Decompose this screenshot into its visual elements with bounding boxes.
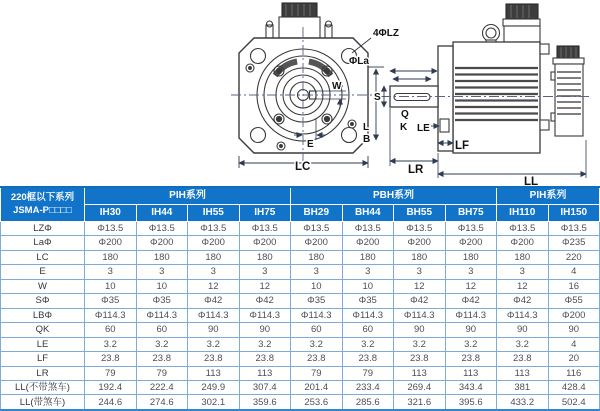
table-cell: 113 <box>497 366 549 380</box>
table-cell: Φ35 <box>291 294 343 308</box>
table-cell: 180 <box>239 250 291 264</box>
table-cell: Φ114.3 <box>239 308 291 322</box>
table-cell: Φ200 <box>291 236 343 250</box>
column-header-ih44: IH44 <box>136 205 188 222</box>
table-cell: 302.1 <box>188 395 240 410</box>
table-cell: Φ13.5 <box>342 222 394 236</box>
table-row <box>1 337 600 351</box>
table-cell: 180 <box>136 250 188 264</box>
table-cell: Φ235 <box>548 236 600 250</box>
table-cell: Φ200 <box>497 236 549 250</box>
label-le: LE <box>417 123 430 134</box>
table-cell: 285.6 <box>342 395 394 410</box>
table-cell: 222.4 <box>136 380 188 394</box>
table-cell: Φ55 <box>548 294 600 308</box>
group-header-pbh: PBH系列 <box>291 187 497 205</box>
encoder-body <box>555 64 583 136</box>
table-cell: 3 <box>445 265 497 279</box>
row-label: E <box>1 265 85 279</box>
column-header-ih110: IH110 <box>497 205 549 222</box>
table-cell: 10 <box>136 279 188 293</box>
table-cell: Φ200 <box>548 308 600 322</box>
table-cell: Φ114.3 <box>291 308 343 322</box>
table-cell: 359.6 <box>239 395 291 410</box>
table-cell: Φ35 <box>342 294 394 308</box>
table-cell: 3 <box>188 265 240 279</box>
table-cell: 10 <box>85 279 137 293</box>
table-cell: 90 <box>445 323 497 337</box>
table-cell: 12 <box>188 279 240 293</box>
table-cell: 307.4 <box>239 380 291 394</box>
table-row <box>1 395 600 410</box>
side-connector-body <box>504 26 540 42</box>
table-cell: Φ42 <box>188 294 240 308</box>
row-label: LC <box>1 250 85 264</box>
label-w: W <box>332 81 342 92</box>
table-cell: 113 <box>239 366 291 380</box>
table-cell: Φ13.5 <box>136 222 188 236</box>
table-cell: Φ35 <box>136 294 188 308</box>
table-cell: 502.4 <box>548 395 600 410</box>
table-cell: 60 <box>291 323 343 337</box>
table-cell: Φ200 <box>445 236 497 250</box>
table-cell: 79 <box>291 366 343 380</box>
column-header-ih55: IH55 <box>188 205 240 222</box>
table-row <box>1 366 600 380</box>
label-l: L <box>363 122 370 133</box>
table-cell: Φ42 <box>394 294 446 308</box>
table-row <box>1 236 600 250</box>
table-row <box>1 265 600 279</box>
table-cell: 113 <box>445 366 497 380</box>
table-cell: 4 <box>548 265 600 279</box>
table-cell: Φ13.5 <box>394 222 446 236</box>
table-cell: 23.8 <box>291 352 343 366</box>
series-title-line1: 220框以下系列 <box>10 192 75 204</box>
table-cell: 23.8 <box>85 352 137 366</box>
label-k: K <box>400 122 408 133</box>
table-cell: 180 <box>342 250 394 264</box>
motor-flange <box>438 46 453 151</box>
table-row <box>1 294 600 308</box>
table-cell: 16 <box>548 279 600 293</box>
table-row <box>1 308 600 322</box>
corner-header <box>1 187 85 222</box>
column-header-bh55: BH55 <box>394 205 446 222</box>
table-cell: 3 <box>239 265 291 279</box>
table-cell: 116 <box>548 366 600 380</box>
table-cell: 233.4 <box>342 380 394 394</box>
table-cell: 90 <box>239 323 291 337</box>
table-cell: 60 <box>85 323 137 337</box>
table-cell: 3 <box>497 265 549 279</box>
table-row <box>1 279 600 293</box>
table-cell: 3.2 <box>136 337 188 351</box>
group-header-pih2: PIH系列 <box>497 187 600 205</box>
table-cell: 79 <box>85 366 137 380</box>
row-label: LZΦ <box>1 222 85 236</box>
table-cell: 12 <box>394 279 446 293</box>
table-cell: 60 <box>342 323 394 337</box>
label-e: E <box>307 139 314 150</box>
table-cell: Φ13.5 <box>445 222 497 236</box>
table-cell: 90 <box>394 323 446 337</box>
column-header-ih150: IH150 <box>548 205 600 222</box>
table-cell: 79 <box>136 366 188 380</box>
table-cell: 3 <box>291 265 343 279</box>
column-header-bh29: BH29 <box>291 205 343 222</box>
table-cell: 3.2 <box>394 337 446 351</box>
eyebolt-icon <box>483 25 500 42</box>
table-cell: 180 <box>445 250 497 264</box>
label-b: B <box>363 134 371 145</box>
table-cell: 23.8 <box>497 352 549 366</box>
table-cell: Φ200 <box>394 236 446 250</box>
table-cell: 90 <box>548 323 600 337</box>
row-label: QK <box>1 323 85 337</box>
label-lr: LR <box>408 164 424 176</box>
table-cell: 3.2 <box>188 337 240 351</box>
table-cell: 3.2 <box>239 337 291 351</box>
table-cell: 10 <box>291 279 343 293</box>
table-cell: 253.6 <box>291 395 343 410</box>
column-header-bh75: BH75 <box>445 205 497 222</box>
table-row <box>1 250 600 264</box>
table-cell: 90 <box>497 323 549 337</box>
table-cell: 180 <box>188 250 240 264</box>
table-cell: Φ42 <box>239 294 291 308</box>
table-cell: 381 <box>497 380 549 394</box>
table-cell: 20 <box>548 352 600 366</box>
table-cell: Φ114.3 <box>85 308 137 322</box>
label-lf: LF <box>455 140 470 152</box>
table-cell: 113 <box>188 366 240 380</box>
label-q: Q <box>401 109 409 120</box>
table-cell: Φ114.3 <box>136 308 188 322</box>
spec-table <box>0 186 600 411</box>
table-cell: 23.8 <box>136 352 188 366</box>
table-cell: Φ114.3 <box>342 308 394 322</box>
table-cell: 3.2 <box>85 337 137 351</box>
table-cell: 3 <box>136 265 188 279</box>
table-cell: 4 <box>548 337 600 351</box>
column-header-bh44: BH44 <box>342 205 394 222</box>
group-header-pih: PIH系列 <box>85 187 291 205</box>
table-cell: Φ200 <box>188 236 240 250</box>
table-cell: 220 <box>548 250 600 264</box>
label-lc: LC <box>295 161 311 173</box>
table-cell: 428.4 <box>548 380 600 394</box>
table-cell: 180 <box>497 250 549 264</box>
table-cell: 3.2 <box>445 337 497 351</box>
table-cell: Φ200 <box>342 236 394 250</box>
table-cell: 180 <box>85 250 137 264</box>
row-label: LR <box>1 366 85 380</box>
table-cell: Φ114.3 <box>497 308 549 322</box>
table-cell: 3.2 <box>291 337 343 351</box>
row-label: LaΦ <box>1 236 85 250</box>
table-cell: Φ114.3 <box>394 308 446 322</box>
table-cell: 23.8 <box>394 352 446 366</box>
table-cell: Φ114.3 <box>188 308 240 322</box>
table-cell: 3 <box>85 265 137 279</box>
table-cell: 180 <box>291 250 343 264</box>
label-la: ΦLa <box>349 56 369 67</box>
table-cell: Φ13.5 <box>291 222 343 236</box>
table-cell: Φ35 <box>85 294 137 308</box>
table-cell: 3 <box>342 265 394 279</box>
table-cell: 12 <box>239 279 291 293</box>
row-label: LL(带煞车) <box>1 395 85 410</box>
table-cell: 201.4 <box>291 380 343 394</box>
table-row <box>1 380 600 394</box>
label-s: S <box>374 92 381 103</box>
table-cell: 269.4 <box>394 380 446 394</box>
table-cell: 79 <box>342 366 394 380</box>
table-cell: 60 <box>136 323 188 337</box>
table-cell: 3.2 <box>342 337 394 351</box>
table-cell: 433.2 <box>497 395 549 410</box>
table-cell: Φ200 <box>239 236 291 250</box>
table-cell: Φ13.5 <box>188 222 240 236</box>
flange-tab <box>440 119 449 132</box>
table-cell: 274.6 <box>136 395 188 410</box>
table-cell: Φ200 <box>85 236 137 250</box>
table-row <box>1 352 600 366</box>
motor-body <box>453 42 540 153</box>
row-label: LBΦ <box>1 308 85 322</box>
table-cell: Φ13.5 <box>497 222 549 236</box>
table-cell: 23.8 <box>239 352 291 366</box>
table-cell: 23.8 <box>342 352 394 366</box>
column-header-ih75: IH75 <box>239 205 291 222</box>
table-cell: 395.6 <box>445 395 497 410</box>
table-cell: 192.4 <box>85 380 137 394</box>
column-header-ih30: IH30 <box>85 205 137 222</box>
row-label: LE <box>1 337 85 351</box>
table-cell: 180 <box>394 250 446 264</box>
row-label: LL(不带煞车) <box>1 380 85 394</box>
front-connector-cap <box>282 3 317 17</box>
series-title-line2: JSMA-P□□□□ <box>13 204 72 216</box>
table-row <box>1 222 600 236</box>
table-cell: 12 <box>445 279 497 293</box>
table-cell: Φ13.5 <box>239 222 291 236</box>
table-cell: 10 <box>342 279 394 293</box>
front-connector-body <box>279 17 320 38</box>
table-cell: Φ200 <box>136 236 188 250</box>
table-cell: 23.8 <box>445 352 497 366</box>
table-cell: Φ114.3 <box>445 308 497 322</box>
table-cell: 249.9 <box>188 380 240 394</box>
row-label: W <box>1 279 85 293</box>
technical-drawing <box>0 0 600 186</box>
table-cell: 244.6 <box>85 395 137 410</box>
table-cell: Φ13.5 <box>548 222 600 236</box>
front-view <box>239 3 371 153</box>
table-cell: Φ13.5 <box>85 222 137 236</box>
table-cell: 3.2 <box>497 337 549 351</box>
table-cell: Φ42 <box>497 294 549 308</box>
table-cell: 321.6 <box>394 395 446 410</box>
table-cell: 23.8 <box>188 352 240 366</box>
table-cell: 3 <box>394 265 446 279</box>
table-cell: 343.4 <box>445 380 497 394</box>
table-cell: 90 <box>188 323 240 337</box>
label-4lz: 4ΦLZ <box>373 28 399 39</box>
table-cell: 113 <box>394 366 446 380</box>
label-ll: LL <box>524 176 539 186</box>
table-row <box>1 323 600 337</box>
table-cell: Φ42 <box>445 294 497 308</box>
table-cell: 12 <box>497 279 549 293</box>
row-label: SΦ <box>1 294 85 308</box>
row-label: LF <box>1 352 85 366</box>
